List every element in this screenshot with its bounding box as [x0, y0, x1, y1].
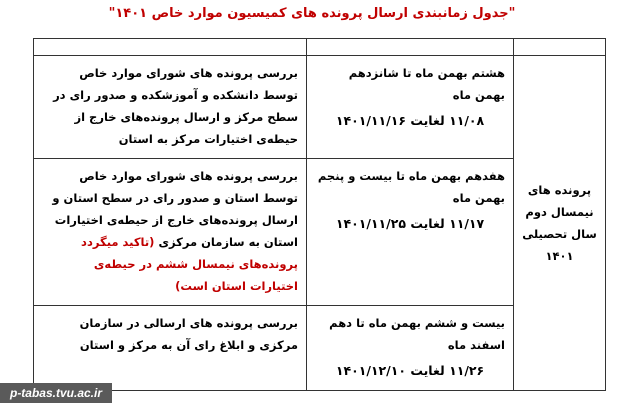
term-line: پرونده های [527, 183, 592, 197]
term-cell [514, 56, 606, 391]
table-header-row [34, 39, 606, 56]
date-numbers: ۱۱/۱۷ لغایت ۱۴۰۱/۱۱/۲۵ [335, 215, 485, 231]
description-cell [34, 56, 307, 159]
header-cell-desc [34, 39, 307, 56]
header-cell-dates [307, 39, 514, 56]
date-range-text: هشتم بهمن ماه تا شانزدهم بهمن ماه [348, 66, 505, 102]
description-text: بررسی پرونده های ارسالی در سازمان مرکزی و ابلاغ رای آن به مرکز و استان [79, 316, 298, 353]
term-line: نیمسال دوم [525, 205, 594, 219]
description-cell [34, 158, 307, 306]
date-range-text: هفدهم بهمن ماه تا بیست و پنجم بهمن ماه [317, 168, 505, 205]
date-numbers: ۱۱/۰۸ لغایت ۱۴۰۱/۱۱/۱۶ [335, 113, 485, 128]
description-text: بررسی پرونده های شورای موارد خاص توسط استان و صدور رای در سطح استان و ارسال پرونده‌های خارج از حیطه‌ی اختیارات استان به سازمان مرکزی [52, 168, 298, 249]
site-watermark: p-tabas.tvu.ac.ir [0, 383, 112, 403]
term-line: سال تحصیلی [522, 227, 597, 241]
date-cell [307, 306, 514, 391]
date-cell [307, 56, 514, 159]
page-title: "جدول زمانبندی ارسال پرونده های کمیسیون موارد خاص ۱۴۰۱" [108, 6, 516, 21]
date-range-text: بیست و ششم بهمن ماه تا دهم اسفند ماه [329, 316, 505, 353]
date-numbers: ۱۱/۲۶ لغایت ۱۴۰۱/۱۲/۱۰ [335, 363, 485, 379]
date-cell [307, 158, 514, 306]
term-line: ۱۴۰۱ [545, 249, 574, 263]
description-text: بررسی پرونده های شورای موارد خاص توسط دانشکده و آموزشکده و صدور رای در سطح مرکز و ارسال پرونده‌های خارج از حیطه‌ی اختیارات مرکز به استان [53, 66, 298, 146]
schedule-table [33, 38, 606, 391]
description-note-red: (تاکید میگردد پرونده‌های نیمسال ششم در حیطه‌ی اختیارات استان است) [81, 234, 298, 293]
table-row [34, 56, 606, 159]
description-cell [34, 306, 307, 391]
header-cell-term [514, 39, 606, 56]
